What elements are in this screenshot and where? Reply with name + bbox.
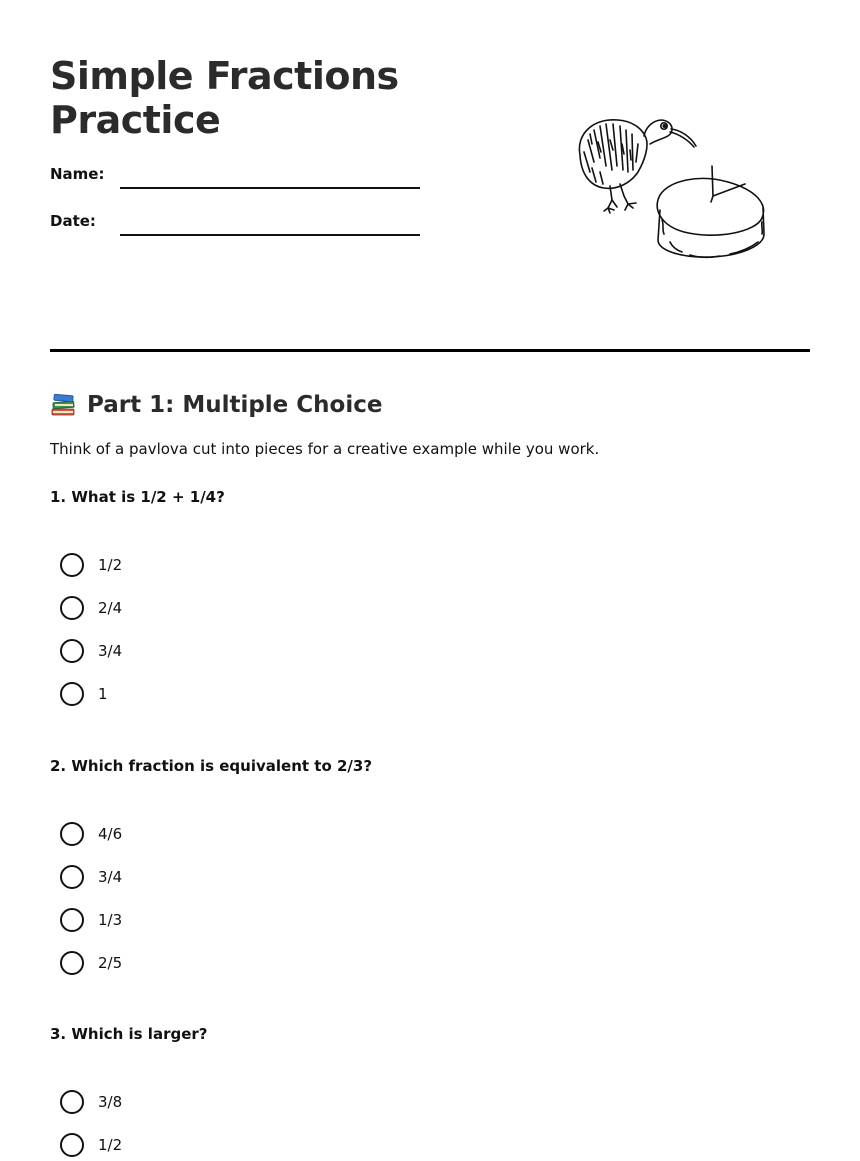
radio-button[interactable] [60,1133,84,1157]
answer-option[interactable] [50,951,810,994]
answer-options [50,822,810,994]
page-title: Simple Fractions Practice [50,54,399,142]
section-title: Part 1: Multiple Choice [87,392,383,418]
radio-button[interactable] [60,553,84,577]
question-2 [50,755,810,994]
part1-heading [50,388,382,422]
question-text: 2. Which fraction is equivalent to 2/3? [50,757,373,775]
question-3 [50,1023,810,1161]
answer-option[interactable] [50,1133,810,1161]
option-label: 3/4 [98,642,123,660]
books-icon [50,392,76,418]
worksheet-page [50,0,810,1161]
answer-option[interactable] [50,682,810,725]
answer-options [50,553,810,725]
question-text: 3. Which is larger? [50,1025,208,1043]
radio-button[interactable] [60,951,84,975]
date-write-line[interactable] [120,234,420,236]
radio-button[interactable] [60,822,84,846]
radio-button[interactable] [60,1090,84,1114]
intro-text: Think of a pavlova cut into pieces for a creative example while you work. [50,440,600,458]
option-label: 1 [98,685,108,703]
option-label: 2/4 [98,599,123,617]
option-label: 3/4 [98,868,123,886]
option-label: 1/2 [98,556,123,574]
radio-button[interactable] [60,865,84,889]
answer-option[interactable] [50,596,810,639]
option-label: 1/3 [98,911,123,929]
option-label: 4/6 [98,825,123,843]
radio-button[interactable] [60,682,84,706]
name-label: Name: [50,165,105,183]
section-divider [50,349,810,352]
kiwi-bird-icon [579,120,696,213]
answer-option[interactable] [50,908,810,951]
option-label: 1/2 [98,1136,123,1154]
date-field[interactable] [50,207,450,237]
date-label: Date: [50,212,96,230]
answer-options [50,1090,810,1161]
answer-option[interactable] [50,865,810,908]
radio-button[interactable] [60,596,84,620]
answer-option[interactable] [50,822,810,865]
radio-button[interactable] [60,639,84,663]
kiwi-and-pavlova-illustration [570,100,790,265]
name-field[interactable] [50,160,450,190]
pavlova-cake-icon [657,166,764,257]
name-write-line[interactable] [120,187,420,189]
answer-option[interactable] [50,553,810,596]
radio-button[interactable] [60,908,84,932]
answer-option[interactable] [50,1090,810,1133]
question-1 [50,486,810,725]
answer-option[interactable] [50,639,810,682]
option-label: 3/8 [98,1093,123,1111]
question-text: 1. What is 1/2 + 1/4? [50,488,225,506]
option-label: 2/5 [98,954,123,972]
